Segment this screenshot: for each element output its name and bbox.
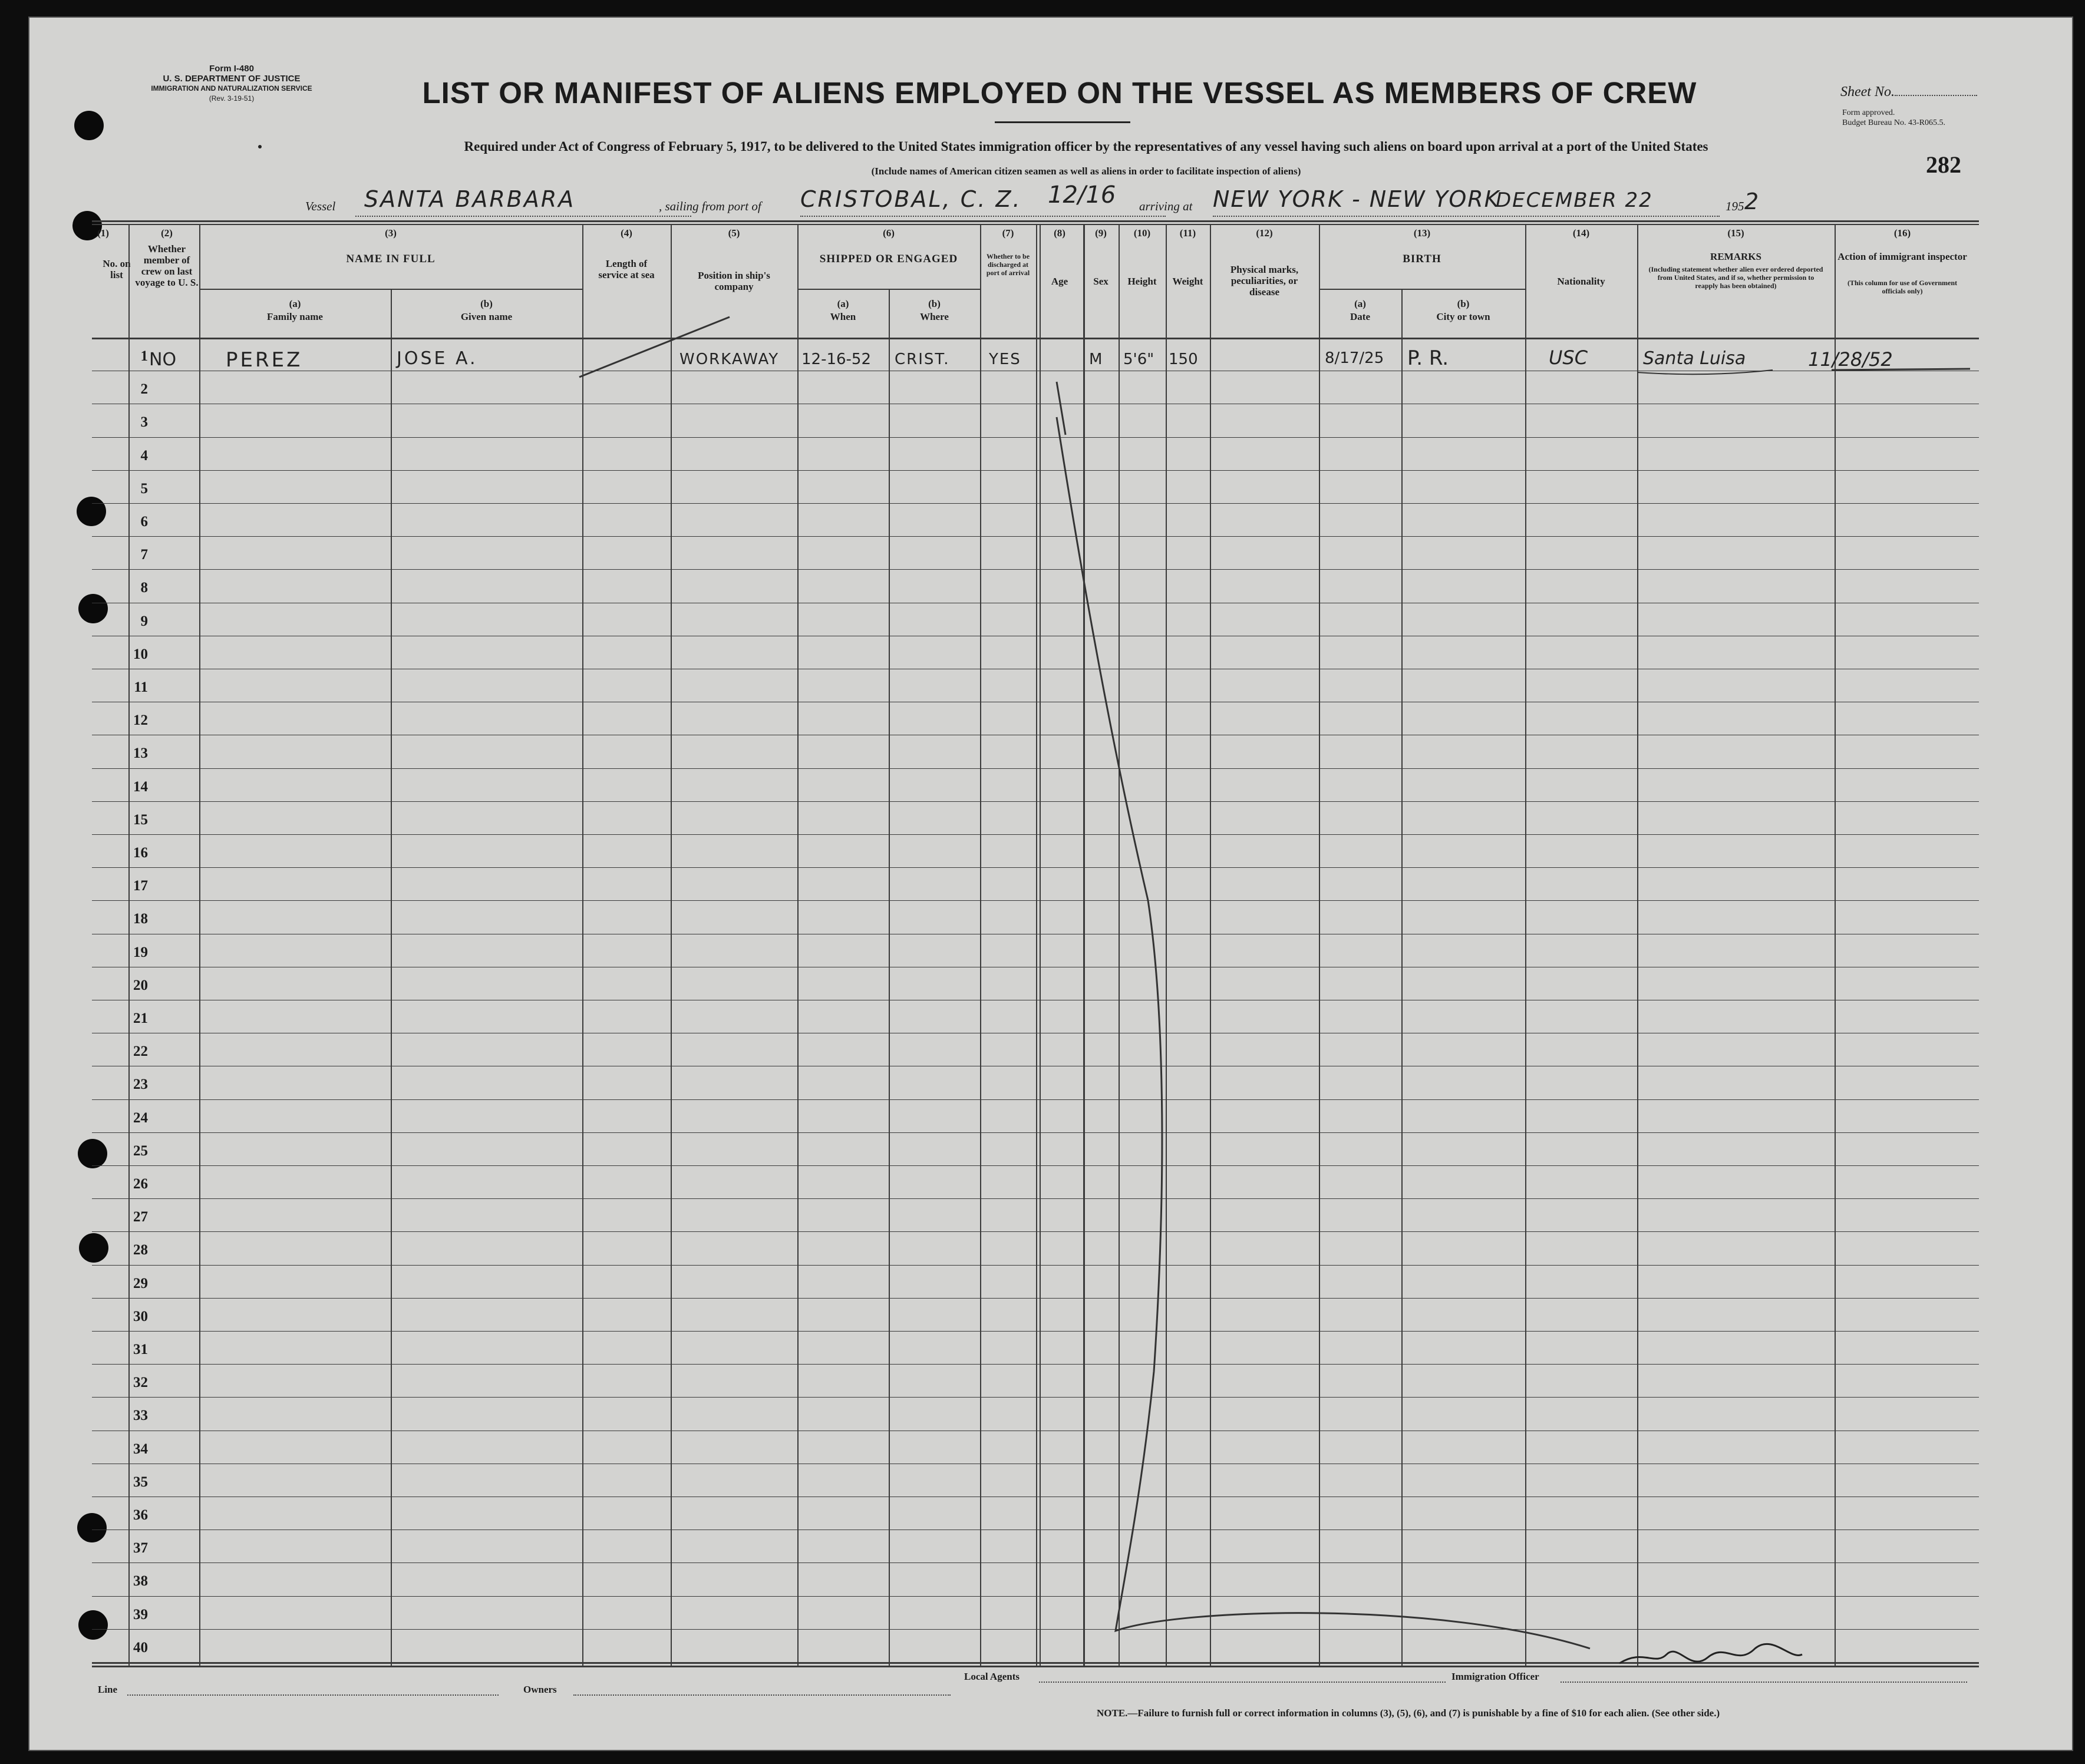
col3-number: (3) [385,227,397,239]
col9-header: Sex [1093,276,1109,287]
shipped-where-cell[interactable]: CRIST. [895,351,950,368]
row-number: 33 [133,1408,148,1424]
row-number: 35 [133,1474,148,1490]
handwritten-strokes [28,16,2073,1751]
row-number: 14 [133,778,148,795]
length-of-service-slash [579,317,730,377]
row-number: 2 [140,381,148,398]
footer-officer-label: Immigration Officer [1451,1671,1539,1682]
row-number: 31 [133,1342,148,1357]
row-number: 18 [133,911,148,927]
given-name-cell[interactable]: JOSE A. [397,348,478,369]
row-number: 8 [140,580,148,596]
arriving-label: arriving at [1139,199,1193,213]
col11-header: Weight [1172,276,1203,287]
row-number: 12 [133,712,148,729]
col5-header: Position in ship's company [698,270,770,292]
col13b-number: (b) [1457,298,1470,309]
row-number: 39 [133,1606,148,1623]
form-service: IMMIGRATION AND NATURALIZATION SERVICE [151,84,312,93]
col8-number: (8) [1054,227,1065,239]
sailing-date-mark: 12/16 [1048,181,1116,209]
row-number: 38 [133,1573,148,1590]
col3a-header: Family name [267,311,323,322]
sailing-label: , sailing from port of [659,199,761,213]
col14-number: (14) [1572,227,1590,239]
row-number: 30 [133,1308,148,1324]
col2-number: (2) [161,227,173,239]
col6a-header: When [830,311,856,322]
action-underline [1832,369,1970,370]
manifest-sheet [28,16,2073,1751]
year-prefix: 195 [1726,199,1744,213]
col2-header: Whether member of crew on last voyage to U. S. [135,243,199,288]
form-revision: (Rev. 3-19-51) [209,94,255,103]
vessel-name-value[interactable]: SANTA BARBARA [364,186,576,212]
row-number: 26 [133,1176,148,1192]
row-number: 7 [140,547,148,563]
footer-agents-label: Local Agents [964,1671,1020,1682]
footer-officer-field [1561,1682,1967,1683]
col1-number: (1) [97,227,109,239]
col6-header: SHIPPED OR ENGAGED [819,253,958,265]
remarks-underline [1637,370,1773,374]
row-number: 19 [133,944,148,960]
col10-header: Height [1127,276,1157,287]
col3b-number: (b) [480,298,493,309]
birth-date-cell[interactable]: 8/17/25 [1325,349,1384,367]
footer-note: NOTE.—Failure to furnish full or correct information in columns (3), (5), (6), and (7) is punishable by a fine of $10 for each alien. (See other side.) [1097,1707,1720,1719]
col13-number: (13) [1413,227,1431,239]
row-number: 16 [133,845,148,861]
row-number: 21 [133,1010,148,1026]
col4-header: Length of service at sea [598,258,655,280]
col16-header: Action of immigrant inspector [1837,251,1967,262]
sex-cell[interactable]: M [1089,351,1103,368]
col15-subheader: (Including statement whether alien ever ordered deported from United States, and if so, whether permission to reapply has been obtained) [1648,265,1823,290]
col15-header: REMARKS [1710,251,1761,262]
page-title: LIST OR MANIFEST OF ALIENS EMPLOYED ON THE VESSEL AS MEMBERS OF CREW [422,76,1697,110]
ditto-line [1057,417,1590,1649]
discharge-cell[interactable]: YES [989,351,1021,368]
col16-number: (16) [1893,227,1911,239]
col12-header: Physical marks, peculiarities, or disease [1230,264,1299,298]
row-number: 28 [133,1242,148,1258]
row-number: 22 [133,1043,148,1060]
col13b-header: City or town [1436,311,1490,322]
row-number: 20 [133,977,148,993]
row-number: 15 [133,811,148,828]
row-number: 5 [140,480,148,497]
col6-number: (6) [883,227,895,239]
row-number: 10 [133,646,148,662]
officer-signature [1619,1644,1802,1663]
position-cell[interactable]: WORKAWAY [679,351,780,368]
include-note: (Include names of American citizen seamen as well as aliens in order to facilitate inspection of aliens) [871,166,1301,177]
col6b-number: (b) [928,298,941,309]
approval-line-2: Budget Bureau No. 43-R065.5. [1842,118,1945,127]
row-number: 3 [140,414,148,431]
col9-number: (9) [1095,227,1107,239]
arrival-date-value[interactable]: DECEMBER 22 [1496,189,1653,212]
remarks-cell[interactable]: Santa Luisa [1643,348,1746,369]
form-department: U. S. DEPARTMENT OF JUSTICE [163,74,301,84]
member-last-voyage-cell[interactable]: NO [149,349,177,370]
col7-header: Whether to be discharged at port of arrival [986,252,1030,277]
footer-line-field [127,1694,499,1696]
col10-number: (10) [1133,227,1151,239]
col1-header: No. on list [103,258,131,280]
weight-cell[interactable]: 150 [1169,351,1198,368]
col11-number: (11) [1179,227,1196,239]
col13-header: BIRTH [1403,253,1441,265]
col6a-number: (a) [837,298,849,309]
col13a-number: (a) [1354,298,1366,309]
col6b-header: Where [920,311,949,322]
requirement-text: Required under Act of Congress of February 5, 1917, to be delivered to the United States immigration officer by the representatives of any vessel having such aliens on board upon arrival at a port of the United States [464,139,1708,154]
row-number: 40 [133,1639,148,1656]
row-number: 34 [133,1441,148,1457]
footer-agents-field [1039,1682,1446,1683]
row-number: 17 [133,878,148,894]
col3-header: NAME IN FULL [346,253,436,265]
family-name-cell[interactable]: PEREZ [226,348,303,372]
row-number: 13 [133,745,148,762]
row-number: 1 [140,348,148,364]
port-to-value[interactable]: NEW YORK - NEW YORK [1213,186,1500,212]
row-number: 6 [140,514,148,530]
row-number: 27 [133,1209,148,1225]
row-number: 11 [134,679,148,695]
height-cell[interactable]: 5'6" [1123,351,1154,368]
row-number: 29 [133,1275,148,1291]
approval-line-1: Form approved. [1842,108,1895,117]
port-from-value[interactable]: CRISTOBAL, C. Z. [800,186,1022,212]
row-number: 32 [133,1375,148,1391]
col13a-header: Date [1350,311,1370,322]
col5-number: (5) [728,227,740,239]
inspector-action-cell[interactable]: 11/28/52 [1808,348,1893,371]
sheet-no-label: Sheet No. [1840,84,1977,100]
col7-number: (7) [1002,227,1014,239]
col8-header: Age [1051,276,1068,287]
col4-number: (4) [621,227,632,239]
nationality-cell[interactable]: USC [1549,346,1588,369]
col3a-number: (a) [289,298,301,309]
col16-subheader: (This column for use of Government officials only) [1847,279,1958,295]
shipped-when-cell[interactable]: 12-16-52 [801,351,872,368]
col12-number: (12) [1256,227,1273,239]
footer-line-label: Line [98,1684,118,1695]
col15-number: (15) [1727,227,1744,239]
col3b-header: Given name [460,311,513,322]
vessel-label: Vessel [305,199,336,213]
footer-owners-label: Owners [523,1684,557,1695]
footer-owners-field [573,1694,951,1696]
row-number: 25 [133,1142,148,1159]
year-digit-value[interactable]: 2 [1744,189,1759,214]
row-number: 24 [133,1109,148,1126]
col14-header: Nationality [1557,276,1605,287]
sheet-number: 282 [1926,151,1961,178]
row-number: 36 [133,1507,148,1523]
row-number: 9 [140,613,148,629]
row-number: 23 [133,1076,148,1093]
row-number: 4 [140,447,148,464]
row-number: 37 [133,1540,148,1557]
form-number: Form I-480 [209,64,254,74]
birth-city-cell[interactable]: P. R. [1407,346,1449,370]
